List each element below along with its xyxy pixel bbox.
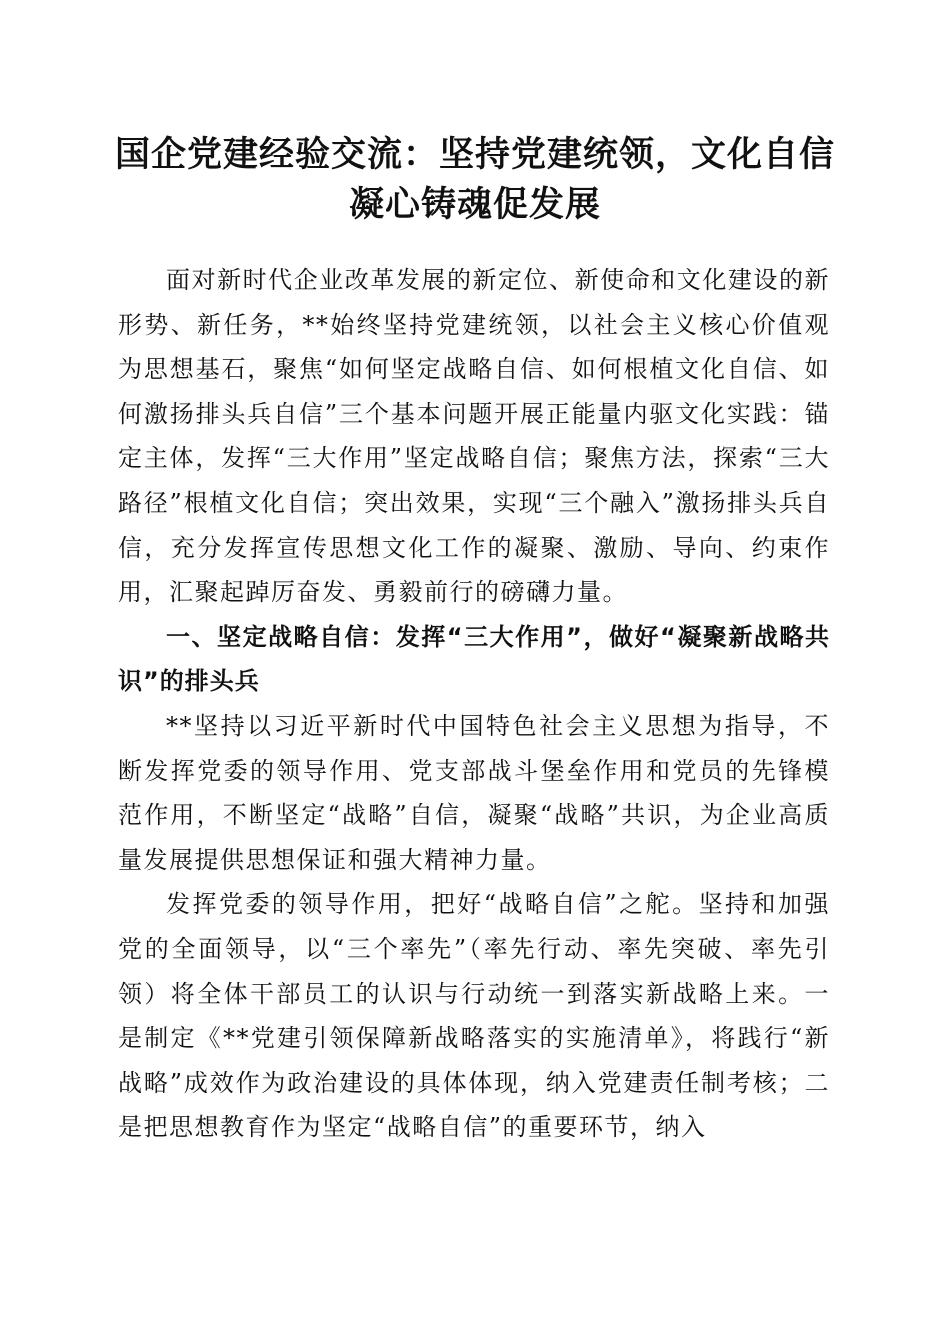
section-1-paragraph-2: 发挥党委的领导作用，把好“战略自信”之舵。坚持和加强党的全面领导，以“三个率先”（率先行动、率先突破、率先引领）将全体干部员工的认识与行动统一到落实新战略上来。一是制定《**党建引领保障新战略落实的实施清单》，将践行“新战略”成效作为政治建设的具体体现，纳入党建责任制考核；二是把思想教育作为坚定“战略自信”的重要环节，纳入 bbox=[118, 890, 830, 1142]
intro-paragraph: 面对新时代企业改革发展的新定位、新使命和文化建设的新形势、新任务，**始终坚持党建统领，以社会主义核心价值观为思想基石，聚焦“如何坚定战略自信、如何根植文化自信、如何激扬排头兵自信”三个基本问题开展正能量内驱文化实践：锚定主体，发挥“三大作用”坚定战略自信；聚焦方法，探索“三大路径”根植文化自信；突出效果，实现“三个融入”激扬排头兵自信，充分发挥宣传思想文化工作的凝聚、激励、导向、约束作用，汇聚起踔厉奋发、勇毅前行的磅礴力量。 bbox=[118, 266, 830, 607]
title-line-1: 国企党建经验交流：坚持党建统领，文化自信 bbox=[114, 134, 835, 175]
document-title bbox=[100, 130, 850, 230]
document-body bbox=[118, 258, 830, 1150]
section-1-paragraph-1: **坚持以习近平新时代中国特色社会主义思想为指导，不断发挥党委的领导作用、党支部战斗堡垒作用和党员的先锋模范作用，不断坚定“战略”自信，凝聚“战略”共识，为企业高质量发展提供思想保证和强大精神力量。 bbox=[118, 711, 830, 874]
title-line-2: 凝心铸魂促发展 bbox=[348, 184, 601, 225]
section-1-heading: 一、坚定战略自信：发挥“三大作用”，做好“凝聚新战略共识”的排头兵 bbox=[118, 622, 830, 696]
